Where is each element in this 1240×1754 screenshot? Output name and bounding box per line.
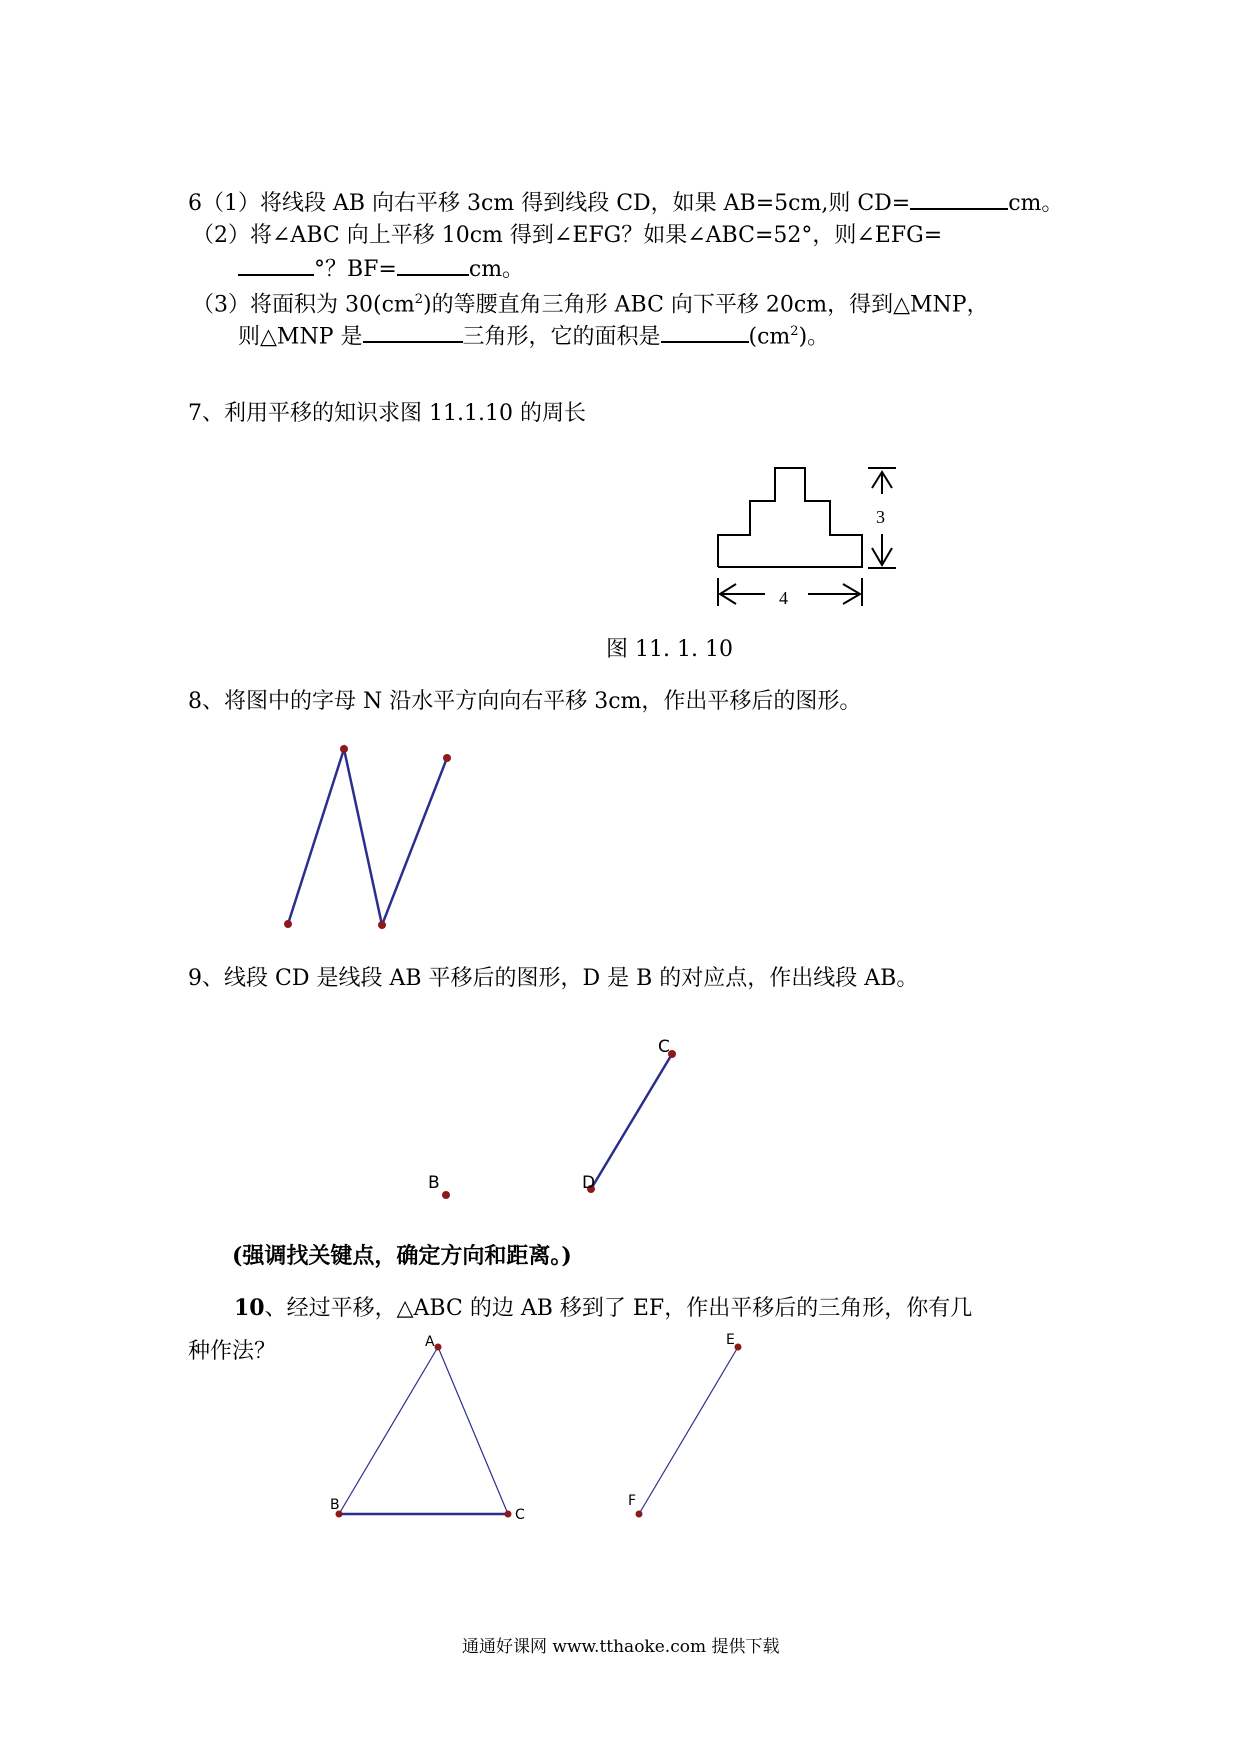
label-d: D (582, 1173, 596, 1193)
q6-part3-text2: )的等腰直角三角形 ABC 向下平移 20cm，得到△MNP， (423, 292, 989, 318)
superscript: 2 (414, 292, 424, 307)
q6-part3-text: （3）将面积为 30(cm (192, 292, 415, 318)
point (443, 754, 451, 762)
point-c (505, 1511, 512, 1518)
q6-part2-unit: cm。 (468, 257, 525, 282)
q10-number: 10 (234, 1295, 265, 1321)
side-ac (438, 1347, 508, 1514)
segment-cd-figure (428, 1037, 676, 1199)
segment-ef (639, 1347, 738, 1514)
segment-cd (591, 1054, 672, 1189)
label-b: B (330, 1497, 340, 1513)
side-ab (339, 1347, 438, 1514)
point-b (442, 1191, 450, 1199)
point (340, 745, 348, 753)
q8-text: 8、将图中的字母 N 沿水平方向向右平移 3cm，作出平移后的图形。 (188, 689, 862, 714)
q6-part1-unit: cm。 (1008, 191, 1064, 216)
q6-part2-text: （2）将∠ABC 向上平移 10cm 得到∠EFG？如果∠ABC=52°，则∠EFG= (192, 223, 943, 248)
label-b: B (428, 1173, 440, 1193)
point-a (435, 1344, 442, 1351)
point (284, 920, 292, 928)
q7-text: 7、利用平移的知识求图 11.1.10 的周长 (188, 401, 586, 426)
footer-text: 通通好课网 www.tthaoke.com 提供下载 (462, 1637, 780, 1657)
dim-width-label: 4 (779, 588, 788, 608)
emphasis-note: (强调找关键点，确定方向和距离。) (232, 1243, 572, 1269)
q6-part3-text6: )。 (798, 324, 830, 350)
point-f (636, 1511, 643, 1518)
label-f: F (628, 1493, 637, 1509)
letter-n-path (288, 749, 447, 925)
q9-text: 9、线段 CD 是线段 AB 平移后的图形，D 是 B 的对应点，作出线段 AB。 (188, 966, 919, 991)
label-e: E (726, 1332, 735, 1348)
step-figure-outline (718, 468, 862, 567)
q10-line2: 种作法？ (188, 1339, 277, 1364)
label-c: C (515, 1507, 525, 1523)
figure-caption: 图 11. 1. 10 (606, 637, 733, 662)
step-figure (718, 468, 896, 606)
label-a: A (425, 1334, 435, 1350)
letter-n-figure (284, 745, 451, 929)
q10-text: 、经过平移，△ABC 的边 AB 移到了 EF，作出平移后的三角形，你有几 (264, 1296, 973, 1321)
point (378, 921, 386, 929)
q6-part1-text: 6（1）将线段 AB 向右平移 3cm 得到线段 CD，如果 AB=5cm,则 CD= (188, 191, 911, 216)
q10-line1 (234, 1294, 972, 1323)
triangle-figure (330, 1332, 742, 1523)
superscript: 2 (790, 324, 799, 339)
dim-height-label: 3 (876, 507, 885, 527)
q6-part3-text3: 则△MNP 是 (238, 324, 363, 350)
q6-part3-text5: (cm (748, 324, 791, 350)
q6-part3-text4: 三角形，它的面积是 (462, 324, 661, 350)
point-e (735, 1344, 742, 1351)
label-c: C (658, 1037, 670, 1057)
q6-part2-text2: °？BF= (314, 257, 397, 282)
